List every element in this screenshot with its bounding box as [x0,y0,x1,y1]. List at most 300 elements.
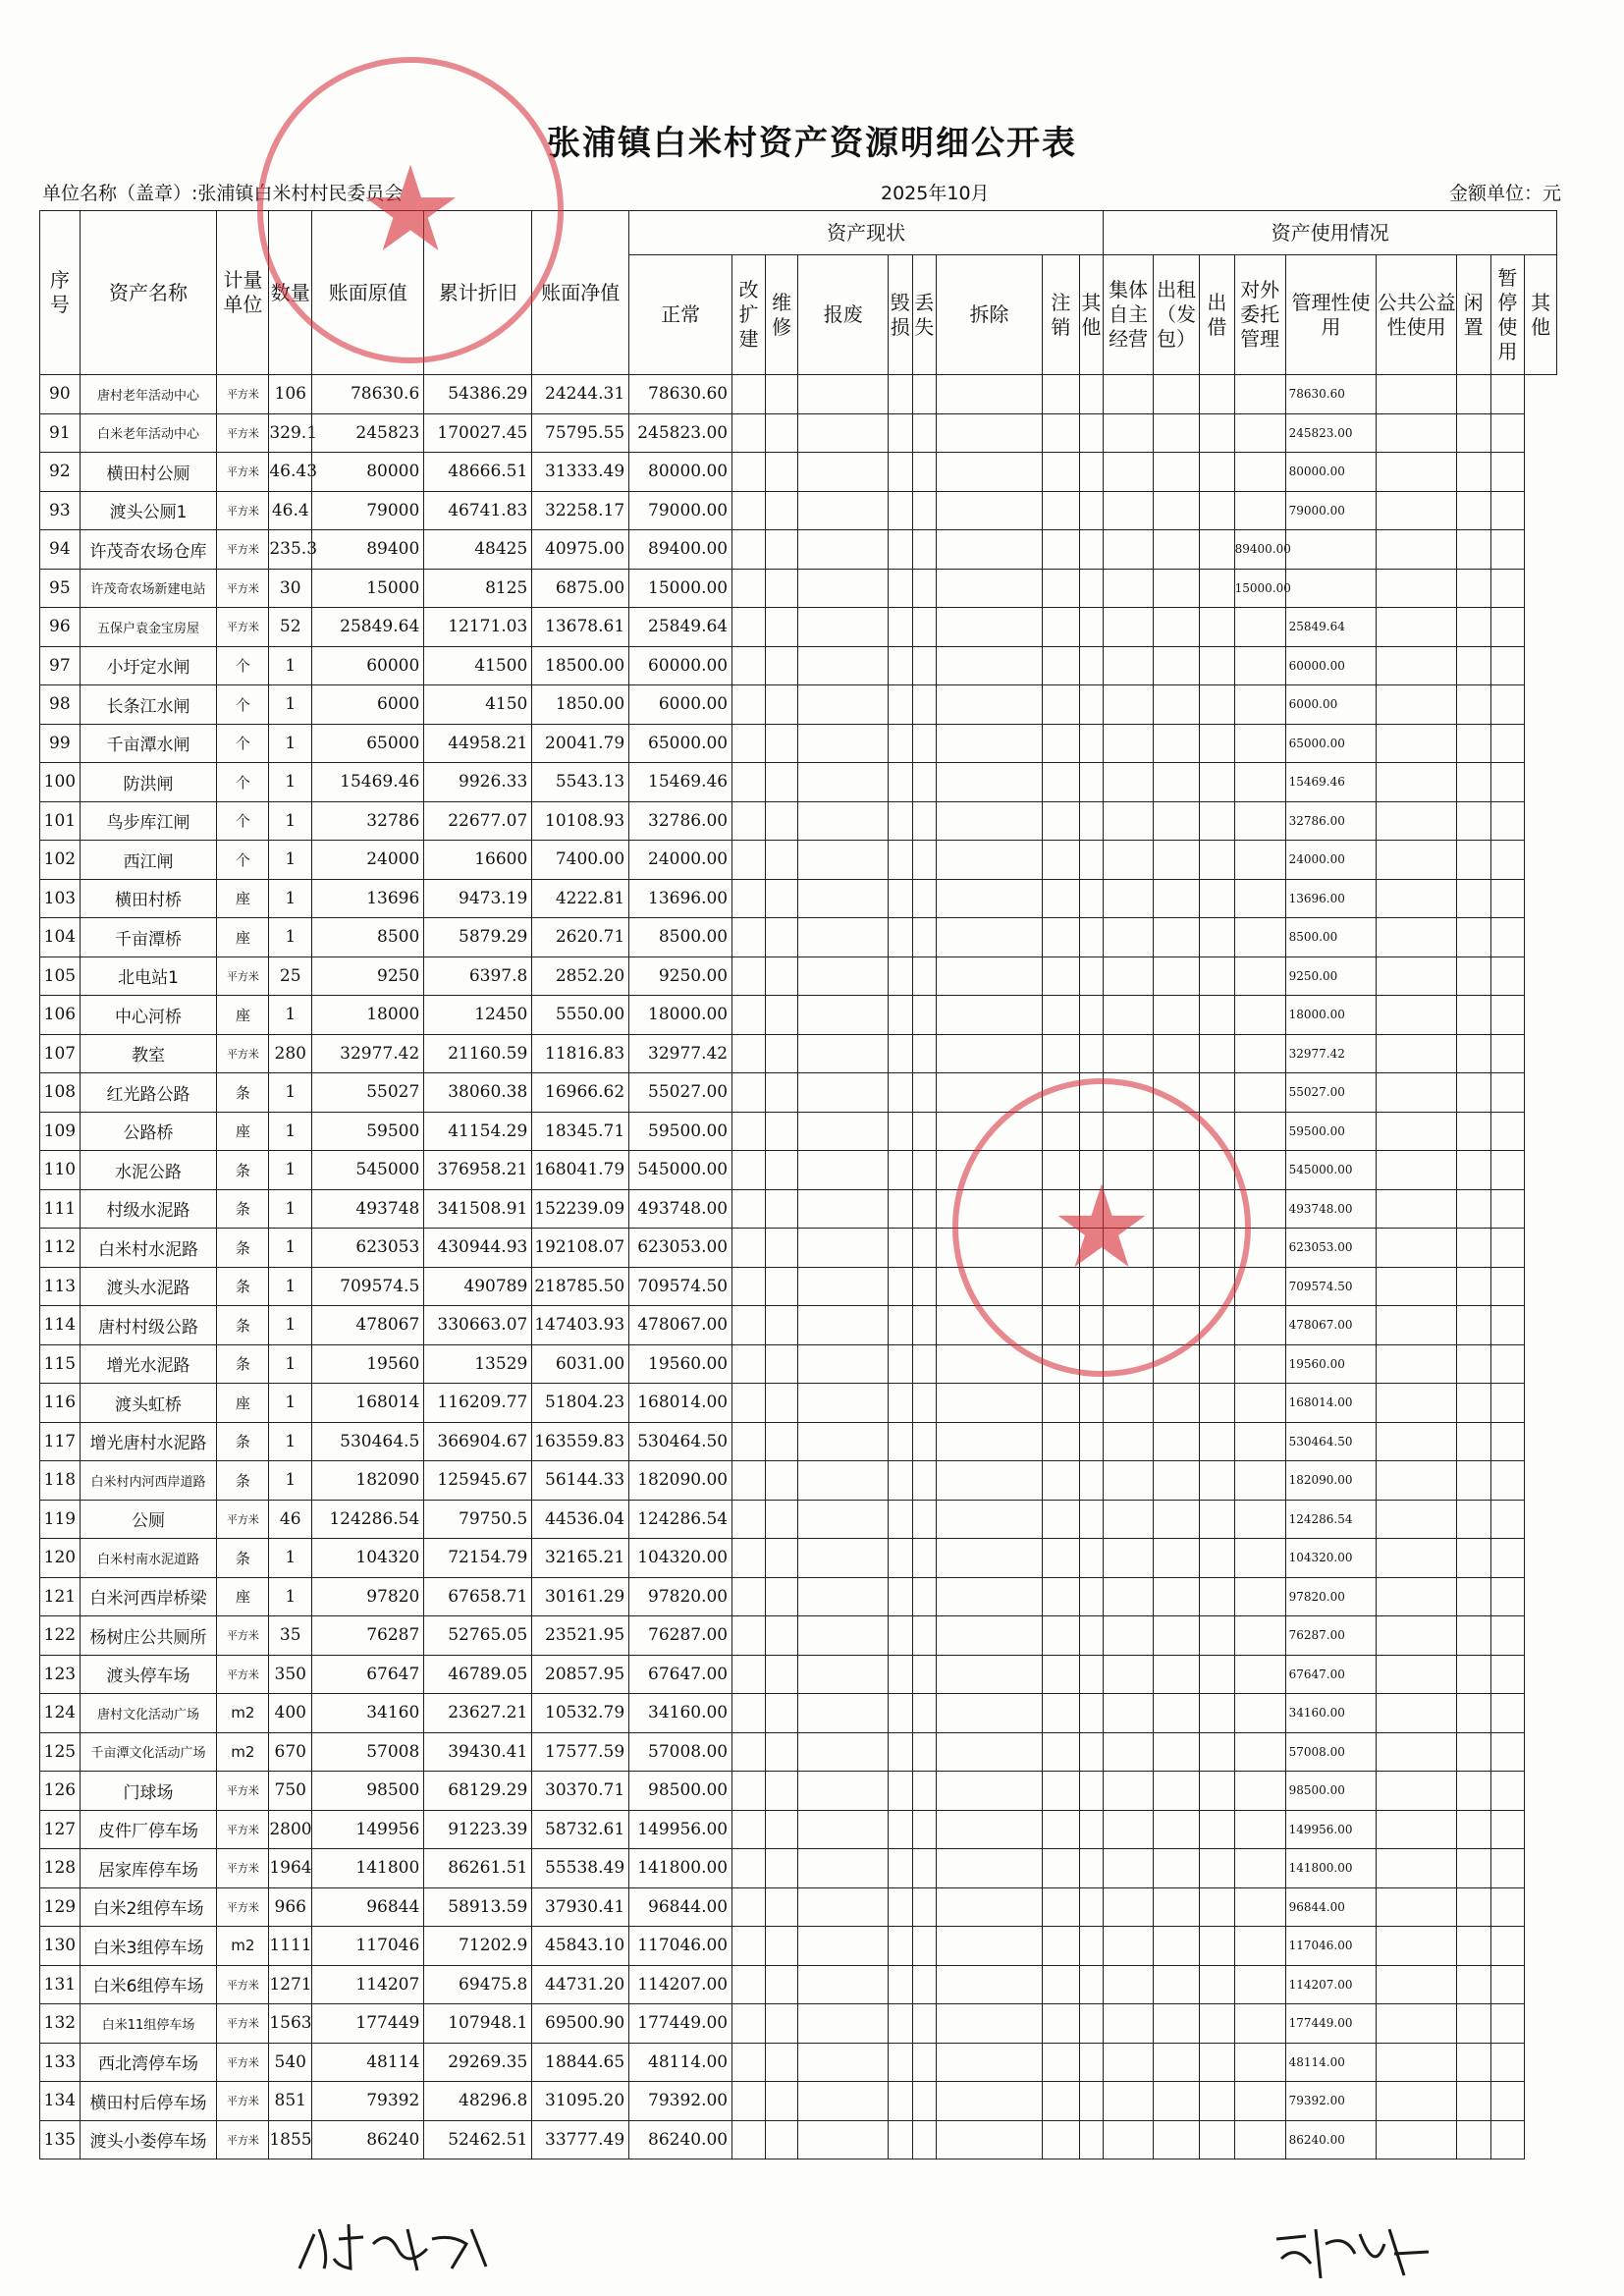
row-seq: 112 [40,1229,81,1268]
empty-cell [798,1112,889,1151]
empty-cell [765,491,798,530]
row-net-value: 30370.71 [532,1772,629,1811]
row-usage-management [1234,918,1285,957]
row-usage-public: 124286.54 [1285,1500,1377,1539]
empty-cell [732,801,766,841]
empty-cell [1199,1189,1234,1229]
empty-cell [889,1229,912,1268]
row-measure-unit: 个 [217,646,269,685]
empty-cell [1104,413,1154,453]
empty-cell [936,608,1042,647]
row-usage-management [1234,841,1285,880]
row-status-normal: 18000.00 [629,996,732,1035]
empty-cell [1104,1422,1154,1461]
empty-cell [936,530,1042,570]
table-row [40,1849,1557,1888]
empty-cell [889,957,912,996]
row-usage-management [1234,453,1285,492]
row-asset-name: 公路桥 [80,1112,217,1151]
row-quantity: 1 [269,763,312,802]
empty-cell [936,1965,1042,2004]
empty-cell [1079,1306,1103,1345]
empty-cell [1456,879,1490,918]
empty-cell [889,530,912,570]
row-status-normal: 478067.00 [629,1306,732,1345]
row-usage-public: 55027.00 [1285,1073,1377,1113]
empty-cell [1154,1034,1200,1073]
empty-cell [1104,2082,1154,2121]
row-usage-public: 168014.00 [1285,1384,1377,1423]
empty-cell [1377,2120,1457,2159]
empty-cell [1043,1810,1080,1849]
empty-cell [1079,841,1103,880]
empty-cell [1079,375,1103,414]
empty-cell [912,801,936,841]
row-usage-management [1234,2004,1285,2044]
row-seq: 110 [40,1151,81,1190]
empty-cell [912,1694,936,1733]
row-status-normal: 6000.00 [629,685,732,725]
row-measure-unit: 平方米 [217,530,269,570]
row-quantity: 25 [269,957,312,996]
empty-cell [1199,1887,1234,1927]
empty-cell [912,724,936,763]
empty-cell [1377,763,1457,802]
row-usage-management [1234,1577,1285,1616]
empty-cell [1154,1384,1200,1423]
row-seq: 124 [40,1694,81,1733]
empty-cell [1079,1073,1103,1113]
empty-cell [936,1422,1042,1461]
row-usage-management [1234,879,1285,918]
row-quantity: 1964 [269,1849,312,1888]
empty-cell [765,1616,798,1656]
row-original-value: 48114 [312,2043,424,2082]
empty-cell [1154,724,1200,763]
empty-cell [1079,918,1103,957]
empty-cell [1079,1539,1103,1578]
empty-cell [1079,2043,1103,2082]
signature-left [280,2210,506,2283]
empty-cell [936,1577,1042,1616]
empty-cell [889,841,912,880]
empty-cell [1104,2043,1154,2082]
row-depreciation: 341508.91 [424,1189,532,1229]
empty-cell [1377,1849,1457,1888]
empty-cell [1079,1732,1103,1772]
header-status-normal: 正常 [629,255,732,375]
empty-cell [912,375,936,414]
row-measure-unit: 平方米 [217,2082,269,2121]
row-net-value: 5543.13 [532,763,629,802]
empty-cell [912,608,936,647]
row-asset-name: 渡头公厕1 [80,491,217,530]
empty-cell [912,1732,936,1772]
empty-cell [1043,1151,1080,1190]
empty-cell [1104,491,1154,530]
empty-cell [1456,2043,1490,2082]
row-original-value: 623053 [312,1229,424,1268]
empty-cell [1079,1887,1103,1927]
row-seq: 115 [40,1344,81,1384]
empty-cell [1154,1422,1200,1461]
empty-cell [936,453,1042,492]
empty-cell [889,1655,912,1694]
row-original-value: 15469.46 [312,763,424,802]
row-asset-name: 西北湾停车场 [80,2043,217,2082]
row-net-value: 11816.83 [532,1034,629,1073]
empty-cell [1154,2004,1200,2044]
row-measure-unit: 条 [217,1344,269,1384]
row-asset-name: 红光路公路 [80,1073,217,1113]
row-depreciation: 4150 [424,685,532,725]
empty-cell [1043,1461,1080,1501]
row-usage-management [1234,1694,1285,1733]
row-usage-management [1234,1229,1285,1268]
empty-cell [765,1461,798,1501]
row-net-value: 152239.09 [532,1189,629,1229]
empty-cell [1154,1539,1200,1578]
empty-cell [912,413,936,453]
empty-cell [1199,841,1234,880]
row-asset-name: 居家库停车场 [80,1849,217,1888]
empty-cell [1043,1384,1080,1423]
row-seq: 135 [40,2120,81,2159]
empty-cell [889,2043,912,2082]
row-seq: 121 [40,1577,81,1616]
row-net-value: 20857.95 [532,1655,629,1694]
row-status-normal: 67647.00 [629,1655,732,1694]
row-usage-management [1234,1344,1285,1384]
table-row [40,1616,1557,1656]
empty-cell [936,1229,1042,1268]
empty-cell [1377,1384,1457,1423]
row-usage-management [1234,2043,1285,2082]
row-net-value: 192108.07 [532,1229,629,1268]
row-status-normal: 80000.00 [629,453,732,492]
empty-cell [1079,1965,1103,2004]
row-original-value: 97820 [312,1577,424,1616]
empty-cell [1104,996,1154,1035]
empty-cell [1154,1965,1200,2004]
empty-cell [1043,608,1080,647]
empty-cell [1079,1616,1103,1656]
table-row [40,1229,1557,1268]
empty-cell [1104,1772,1154,1811]
empty-cell [732,2043,766,2082]
row-measure-unit: 平方米 [217,1810,269,1849]
empty-cell [1199,1384,1234,1423]
empty-cell [1377,1655,1457,1694]
row-original-value: 19560 [312,1344,424,1384]
row-usage-management [1234,1189,1285,1229]
empty-cell [1377,608,1457,647]
empty-cell [1377,413,1457,453]
empty-cell [765,413,798,453]
empty-cell [798,1384,889,1423]
row-usage-management [1234,1539,1285,1578]
empty-cell [798,801,889,841]
row-depreciation: 67658.71 [424,1577,532,1616]
empty-cell [1199,1112,1234,1151]
row-status-normal: 124286.54 [629,1500,732,1539]
empty-cell [1043,1073,1080,1113]
empty-cell [1377,2043,1457,2082]
empty-cell [1456,453,1490,492]
empty-cell [1154,1616,1200,1656]
table-row [40,1810,1557,1849]
table-row [40,1772,1557,1811]
empty-cell [936,685,1042,725]
empty-cell [1377,1810,1457,1849]
row-net-value: 168041.79 [532,1151,629,1190]
empty-cell [1079,2004,1103,2044]
empty-cell [936,1151,1042,1190]
empty-cell [1377,801,1457,841]
empty-cell [912,1112,936,1151]
empty-cell [765,801,798,841]
empty-cell [1154,453,1200,492]
empty-cell [798,1616,889,1656]
empty-cell [1154,2082,1200,2121]
row-depreciation: 91223.39 [424,1810,532,1849]
empty-cell [912,957,936,996]
empty-cell [732,491,766,530]
empty-cell [1199,724,1234,763]
row-status-normal: 96844.00 [629,1887,732,1927]
row-depreciation: 38060.38 [424,1073,532,1113]
empty-cell [1104,1073,1154,1113]
empty-cell [1104,1694,1154,1733]
empty-cell [1456,957,1490,996]
empty-cell [912,1151,936,1190]
empty-cell [1154,2120,1200,2159]
empty-cell [1154,1344,1200,1384]
row-depreciation: 125945.67 [424,1461,532,1501]
empty-cell [1079,957,1103,996]
row-net-value: 55538.49 [532,1849,629,1888]
empty-cell [912,1616,936,1656]
row-quantity: 1 [269,996,312,1035]
empty-cell [765,1965,798,2004]
row-asset-name: 渡头停车场 [80,1655,217,1694]
empty-cell [936,1772,1042,1811]
empty-cell [1377,1965,1457,2004]
empty-cell [1154,1229,1200,1268]
empty-cell [1377,879,1457,918]
header-usage-management: 管理性使用 [1285,255,1377,375]
row-quantity: 1 [269,1306,312,1345]
empty-cell [1104,841,1154,880]
empty-cell [1079,1577,1103,1616]
row-quantity: 851 [269,2082,312,2121]
row-asset-name: 许茂奇农场新建电站 [80,569,217,608]
empty-cell [912,996,936,1035]
row-quantity: 1 [269,1384,312,1423]
row-quantity: 35 [269,1616,312,1656]
row-depreciation: 490789 [424,1267,532,1306]
empty-cell [732,1772,766,1811]
empty-cell [1104,1384,1154,1423]
row-measure-unit: 个 [217,685,269,725]
empty-cell [732,1422,766,1461]
row-asset-name: 白米老年活动中心 [80,413,217,453]
empty-cell [912,1229,936,1268]
header-net-value: 账面净值 [532,211,629,375]
row-usage-public: 6000.00 [1285,685,1377,725]
table-row [40,918,1557,957]
empty-cell [1079,1267,1103,1306]
table-row [40,1732,1557,1772]
row-measure-unit: 座 [217,879,269,918]
empty-cell [1104,569,1154,608]
header-usage-leased: 出租（发包） [1154,255,1200,375]
empty-cell [765,1384,798,1423]
row-status-normal: 8500.00 [629,918,732,957]
table-row [40,1112,1557,1151]
empty-cell [1377,569,1457,608]
empty-cell [1079,1772,1103,1811]
empty-cell [889,1306,912,1345]
empty-cell [1490,646,1525,685]
row-usage-public: 709574.50 [1285,1267,1377,1306]
row-depreciation: 48425 [424,530,532,570]
empty-cell [1043,1189,1080,1229]
empty-cell [732,879,766,918]
empty-cell [1456,1772,1490,1811]
empty-cell [1079,1229,1103,1268]
empty-cell [798,2004,889,2044]
header-usage-idle: 闲置 [1456,255,1490,375]
empty-cell [732,569,766,608]
empty-cell [936,801,1042,841]
empty-cell [1456,1577,1490,1616]
empty-cell [1490,453,1525,492]
empty-cell [1043,1616,1080,1656]
row-quantity: 1111 [269,1927,312,1966]
empty-cell [732,1461,766,1501]
empty-cell [1154,1461,1200,1501]
empty-cell [765,1732,798,1772]
row-status-normal: 177449.00 [629,2004,732,2044]
empty-cell [1377,1112,1457,1151]
row-net-value: 2620.71 [532,918,629,957]
empty-cell [936,1034,1042,1073]
empty-cell [1154,608,1200,647]
empty-cell [1377,1189,1457,1229]
row-depreciation: 52462.51 [424,2120,532,2159]
row-usage-management [1234,1849,1285,1888]
row-net-value: 58732.61 [532,1810,629,1849]
empty-cell [1154,1849,1200,1888]
empty-cell [1043,1422,1080,1461]
empty-cell [912,1887,936,1927]
empty-cell [1490,413,1525,453]
row-net-value: 24244.31 [532,375,629,414]
row-measure-unit: 条 [217,1267,269,1306]
row-asset-name: 皮件厂停车场 [80,1810,217,1849]
empty-cell [889,1344,912,1384]
empty-cell [1456,1151,1490,1190]
empty-cell [1043,1887,1080,1927]
empty-cell [798,1306,889,1345]
empty-cell [1199,1616,1234,1656]
empty-cell [1104,453,1154,492]
empty-cell [1043,1112,1080,1151]
row-original-value: 86240 [312,2120,424,2159]
row-quantity: 1855 [269,2120,312,2159]
row-quantity: 106 [269,375,312,414]
row-asset-name: 公厕 [80,1500,217,1539]
row-seq: 126 [40,1772,81,1811]
empty-cell [1043,1500,1080,1539]
row-asset-name: 许茂奇农场仓库 [80,530,217,570]
row-status-normal: 65000.00 [629,724,732,763]
empty-cell [1377,1732,1457,1772]
empty-cell [765,1849,798,1888]
empty-cell [889,1577,912,1616]
row-asset-name: 杨树庄公共厕所 [80,1616,217,1656]
empty-cell [1104,646,1154,685]
row-quantity: 1 [269,841,312,880]
row-original-value: 9250 [312,957,424,996]
empty-cell [1377,453,1457,492]
row-depreciation: 5879.29 [424,918,532,957]
row-measure-unit: m2 [217,1927,269,1966]
row-usage-public: 117046.00 [1285,1927,1377,1966]
empty-cell [1377,685,1457,725]
row-depreciation: 46789.05 [424,1655,532,1694]
row-net-value: 18844.65 [532,2043,629,2082]
row-quantity: 46.43 [269,453,312,492]
row-status-normal: 9250.00 [629,957,732,996]
empty-cell [1490,996,1525,1035]
empty-cell [1199,530,1234,570]
row-depreciation: 330663.07 [424,1306,532,1345]
row-status-normal: 182090.00 [629,1461,732,1501]
empty-cell [798,1694,889,1733]
empty-cell [798,1229,889,1268]
row-usage-public: 98500.00 [1285,1772,1377,1811]
empty-cell [936,569,1042,608]
header-usage-lent: 出借 [1199,255,1234,375]
row-usage-public: 623053.00 [1285,1229,1377,1268]
row-seq: 98 [40,685,81,725]
row-measure-unit: 条 [217,1422,269,1461]
row-original-value: 79000 [312,491,424,530]
empty-cell [1490,1189,1525,1229]
empty-cell [798,1927,889,1966]
empty-cell [1043,1965,1080,2004]
row-depreciation: 12450 [424,996,532,1035]
row-asset-name: 村级水泥路 [80,1189,217,1229]
table-row [40,530,1557,570]
row-seq: 92 [40,453,81,492]
row-seq: 114 [40,1306,81,1345]
row-net-value: 69500.90 [532,2004,629,2044]
row-usage-public: 24000.00 [1285,841,1377,880]
row-asset-name: 增光唐村水泥路 [80,1422,217,1461]
empty-cell [889,1073,912,1113]
row-quantity: 540 [269,2043,312,2082]
row-seq: 119 [40,1500,81,1539]
empty-cell [1043,375,1080,414]
row-seq: 134 [40,2082,81,2121]
empty-cell [1079,1112,1103,1151]
table-row [40,413,1557,453]
empty-cell [1377,2004,1457,2044]
empty-cell [1490,763,1525,802]
